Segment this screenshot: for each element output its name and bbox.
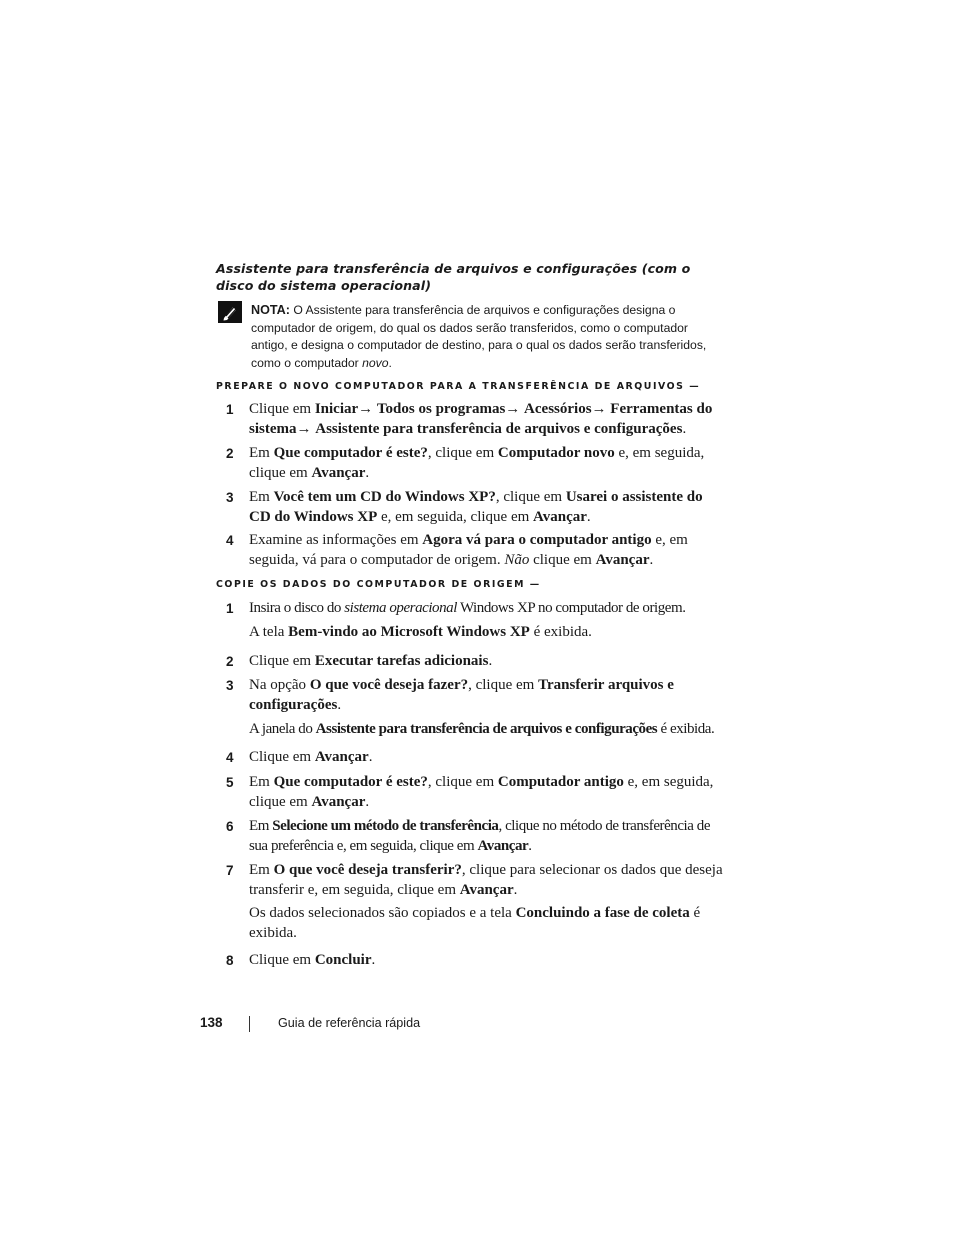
step-italic: Não: [504, 551, 530, 568]
result-text: é exibida.: [529, 624, 592, 640]
step-arrow: →: [358, 401, 377, 417]
step-bold: Avançar: [459, 881, 514, 898]
step-arrow: →: [505, 401, 525, 417]
subheading-prepare: PREPARE O NOVO COMPUTADOR PARA A TRANSFERÊNCIA DE ARQUIVOS —: [216, 381, 701, 392]
result-bold: Assistente para transferência de arquivos e configurações: [315, 721, 658, 737]
step-text: .: [528, 837, 532, 854]
step-bold: Que computador é este?: [273, 445, 428, 461]
step-bold: Avançar: [311, 464, 366, 481]
step-bold: Você tem um CD do Windows XP?: [273, 489, 496, 505]
step-text: Em: [249, 489, 274, 505]
step-bold: Concluir: [314, 952, 372, 968]
step-bold: Selecione um método de transferência: [272, 818, 499, 834]
step-bold: Todos os programas: [376, 401, 506, 417]
step-text: , clique em: [495, 489, 566, 505]
step-number: 5: [226, 775, 234, 790]
step-number: 2: [226, 446, 234, 461]
step-text: Em: [249, 862, 274, 878]
step-text: .: [649, 551, 654, 568]
subheading-copy: COPIE OS DADOS DO COMPUTADOR DE ORIGEM —: [216, 579, 541, 590]
step-text: Clique em: [249, 653, 315, 669]
step-number: 4: [226, 533, 234, 548]
step-bold: Que computador é este?: [273, 774, 428, 790]
result-bold: Bem-vindo ao Microsoft Windows XP: [288, 624, 530, 640]
result-text: Os dados selecionados são copiados e a tela: [249, 905, 516, 921]
step-text: e, em seguida, clique em: [249, 774, 714, 810]
copy-step-7-result: [249, 904, 729, 943]
step-text: e, em seguida, vá para o computador de origem.: [249, 532, 688, 568]
note-text-end: .: [388, 355, 392, 370]
step-text: .: [586, 508, 591, 525]
step-bold: Transferir arquivos e configurações: [249, 677, 674, 713]
step-text: .: [513, 881, 518, 898]
step-text: Em: [249, 818, 273, 834]
copy-step-4: [216, 748, 726, 768]
step-text: Clique em: [249, 401, 315, 417]
step-text: .: [365, 464, 370, 481]
step-text: Windows XP no computador de origem.: [456, 600, 686, 616]
step-text: , clique em: [427, 445, 498, 461]
step-bold: Avançar: [477, 837, 529, 854]
step-bold: Agora vá para o computador antigo: [422, 532, 652, 548]
step-text: Insira o disco do: [249, 600, 345, 616]
step-text: .: [682, 420, 687, 437]
step-number: 3: [226, 490, 234, 505]
step-bold: Executar tarefas adicionais: [314, 653, 489, 669]
step-text: e, em seguida, clique em: [377, 508, 534, 525]
step-text: Em: [249, 774, 274, 790]
prepare-step-3: [216, 488, 726, 527]
step-bold: Avançar: [533, 508, 587, 525]
footer-divider: [249, 1016, 250, 1032]
note-block: [251, 302, 721, 372]
step-bold: O que você deseja transferir?: [273, 862, 462, 878]
step-bold: Avançar: [595, 551, 650, 568]
step-bold: Ferramentas do sistema: [249, 401, 713, 437]
note-text: O Assistente para transferência de arquivos e configurações designa o computador de origem, do qual os dados serão transferidos, como o computador antigo, e designa o computador de destino, para o qual os dados serão transferidos, como o computador: [251, 303, 707, 370]
step-italic: sistema operacional: [344, 600, 457, 616]
result-text: é exibida.: [249, 905, 701, 941]
step-bold: Acessórios: [524, 401, 592, 417]
page-number: 138: [200, 1015, 223, 1030]
step-text: Examine as informações em: [249, 532, 423, 548]
step-text: .: [337, 696, 342, 713]
copy-step-2: [216, 652, 726, 672]
step-bold: Computador novo: [497, 445, 615, 461]
step-number: 8: [226, 953, 234, 968]
step-number: 6: [226, 819, 234, 834]
step-arrow: →: [296, 420, 316, 437]
note-pencil-icon: [218, 301, 242, 323]
result-text: A janela do: [249, 721, 316, 737]
copy-step-1: [216, 599, 726, 619]
footer-guide-title: Guia de referência rápida: [278, 1016, 421, 1030]
step-number: 1: [226, 601, 234, 616]
step-text: , clique no método de transferência de sua preferência e, em seguida, clique em: [249, 818, 711, 854]
step-arrow: →: [591, 401, 611, 417]
copy-step-8: [216, 951, 726, 971]
result-text: é exibida.: [657, 721, 715, 737]
step-bold: Avançar: [311, 793, 366, 810]
note-label: NOTA:: [251, 303, 290, 317]
step-text: , clique em: [468, 677, 539, 693]
step-number: 2: [226, 654, 234, 669]
step-text: Na opção: [249, 677, 310, 693]
result-bold: Concluindo a fase de coleta: [515, 905, 690, 921]
step-bold: Usarei o assistente do CD do Windows XP: [249, 489, 703, 525]
prepare-step-2: [216, 444, 726, 483]
note-emphasis: novo: [362, 355, 389, 370]
step-bold: Computador antigo: [497, 774, 624, 790]
result-text: A tela: [249, 624, 289, 640]
step-bold: Assistente para transferência de arquivos e configurações: [315, 420, 683, 437]
copy-step-5: [216, 773, 726, 812]
copy-step-7: [216, 861, 726, 900]
copy-step-3: [216, 676, 674, 715]
step-text: , clique para selecionar os dados que deseja transferir e, em seguida, clique em: [249, 862, 723, 898]
prepare-step-1: [216, 400, 726, 439]
step-text: clique em: [529, 551, 596, 568]
step-number: 4: [226, 750, 234, 765]
copy-step-6: [216, 817, 726, 856]
step-bold: Iniciar: [314, 401, 359, 417]
step-text: .: [368, 749, 373, 765]
step-text: Clique em: [249, 952, 315, 968]
step-text: Clique em: [249, 749, 315, 765]
prepare-step-4: [216, 531, 726, 570]
step-text: .: [488, 653, 493, 669]
step-bold: Avançar: [314, 749, 369, 765]
step-text: Em: [249, 445, 274, 461]
step-bold: O que você deseja fazer?: [309, 677, 469, 693]
copy-step-3-result: [249, 720, 729, 740]
step-text: .: [365, 793, 370, 810]
section-title: Assistente para transferência de arquivos e configurações (com o disco do sistema operacional): [216, 261, 691, 293]
step-number: 3: [226, 678, 234, 693]
step-text: .: [371, 952, 376, 968]
step-text: e, em seguida, clique em: [249, 445, 705, 481]
step-text: , clique em: [427, 774, 498, 790]
step-number: 1: [226, 402, 234, 417]
step-number: 7: [226, 863, 234, 878]
copy-step-1-result: [249, 623, 729, 643]
